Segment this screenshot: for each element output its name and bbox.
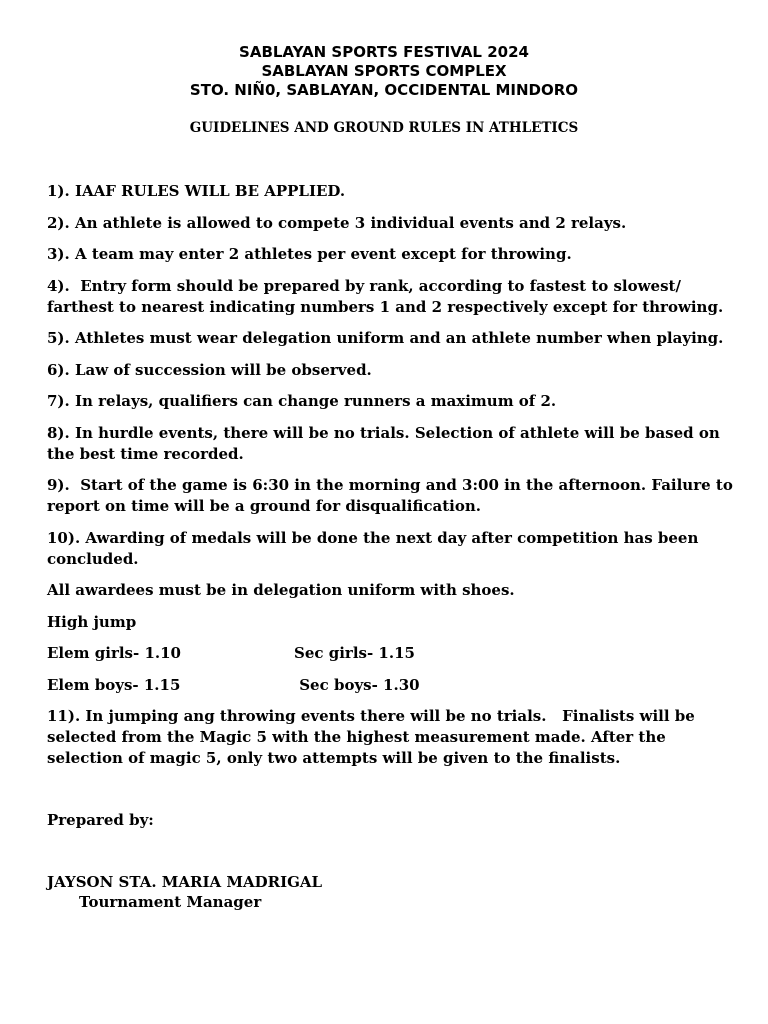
rule-7: 7). In relays, qualifiers can change runners a maximum of 2. — [47, 392, 557, 410]
venue-name: SABLAYAN SPORTS COMPLEX — [261, 62, 507, 80]
high-jump-boys-row — [47, 675, 737, 696]
elem-boys-height: Elem boys- 1.15 — [47, 675, 181, 694]
high-jump-heading: High jump — [47, 612, 137, 631]
sec-boys-height: Sec boys- 1.30 — [294, 675, 420, 694]
rule-8: 8). In hurdle events, there will be no trials. Selection of athlete will be based on the best time recorded. — [47, 423, 726, 463]
rule-1: 1). IAAF RULES WILL BE APPLIED. — [47, 182, 346, 200]
rule-11: 11). In jumping ang throwing events there will be no trials. Finalists will be selected from the Magic 5 with the highest measurement made. After the selection of magic 5, only two attempts will be given to the finalists. — [47, 707, 701, 767]
festival-title: SABLAYAN SPORTS FESTIVAL 2024 — [239, 43, 529, 61]
rule-2: 2). An athlete is allowed to compete 3 individual events and 2 relays. — [47, 213, 627, 232]
document-header — [0, 43, 768, 100]
rule-6: 6). Law of succession will be observed. — [47, 360, 372, 379]
document-subtitle: GUIDELINES AND GROUND RULES IN ATHLETICS — [189, 120, 579, 136]
high-jump-girls-row — [47, 643, 737, 664]
signer-name: JAYSON STA. MARIA MADRIGAL — [47, 873, 323, 891]
rule-9: 9). Start of the game is 6:30 in the morning and 3:00 in the afternoon. Failure to report on time will be a ground for disqualification. — [47, 476, 739, 515]
venue-address: STO. NIÑ0, SABLAYAN, OCCIDENTAL MINDORO — [189, 81, 579, 99]
awardees-note: All awardees must be in delegation uniform with shoes. — [47, 581, 515, 599]
prepared-by-label: Prepared by: — [47, 811, 154, 829]
rule-5: 5). Athletes must wear delegation uniform and an athlete number when playing. — [47, 329, 724, 347]
elem-girls-height: Elem girls- 1.10 — [47, 644, 181, 662]
sec-girls-height: Sec girls- 1.15 — [294, 644, 415, 662]
rule-10: 10). Awarding of medals will be done the next day after competition has been concluded. — [47, 528, 704, 568]
signature-block — [47, 872, 322, 912]
rule-4: 4). Entry form should be prepared by rank, according to fastest to slowest/ farthest to nearest indicating numbers 1 and 2 respectively except for throwing. — [47, 276, 724, 316]
signer-role: Tournament Manager — [79, 893, 262, 911]
rule-3: 3). A team may enter 2 athletes per event except for throwing. — [47, 245, 572, 263]
rules-list — [47, 181, 737, 780]
